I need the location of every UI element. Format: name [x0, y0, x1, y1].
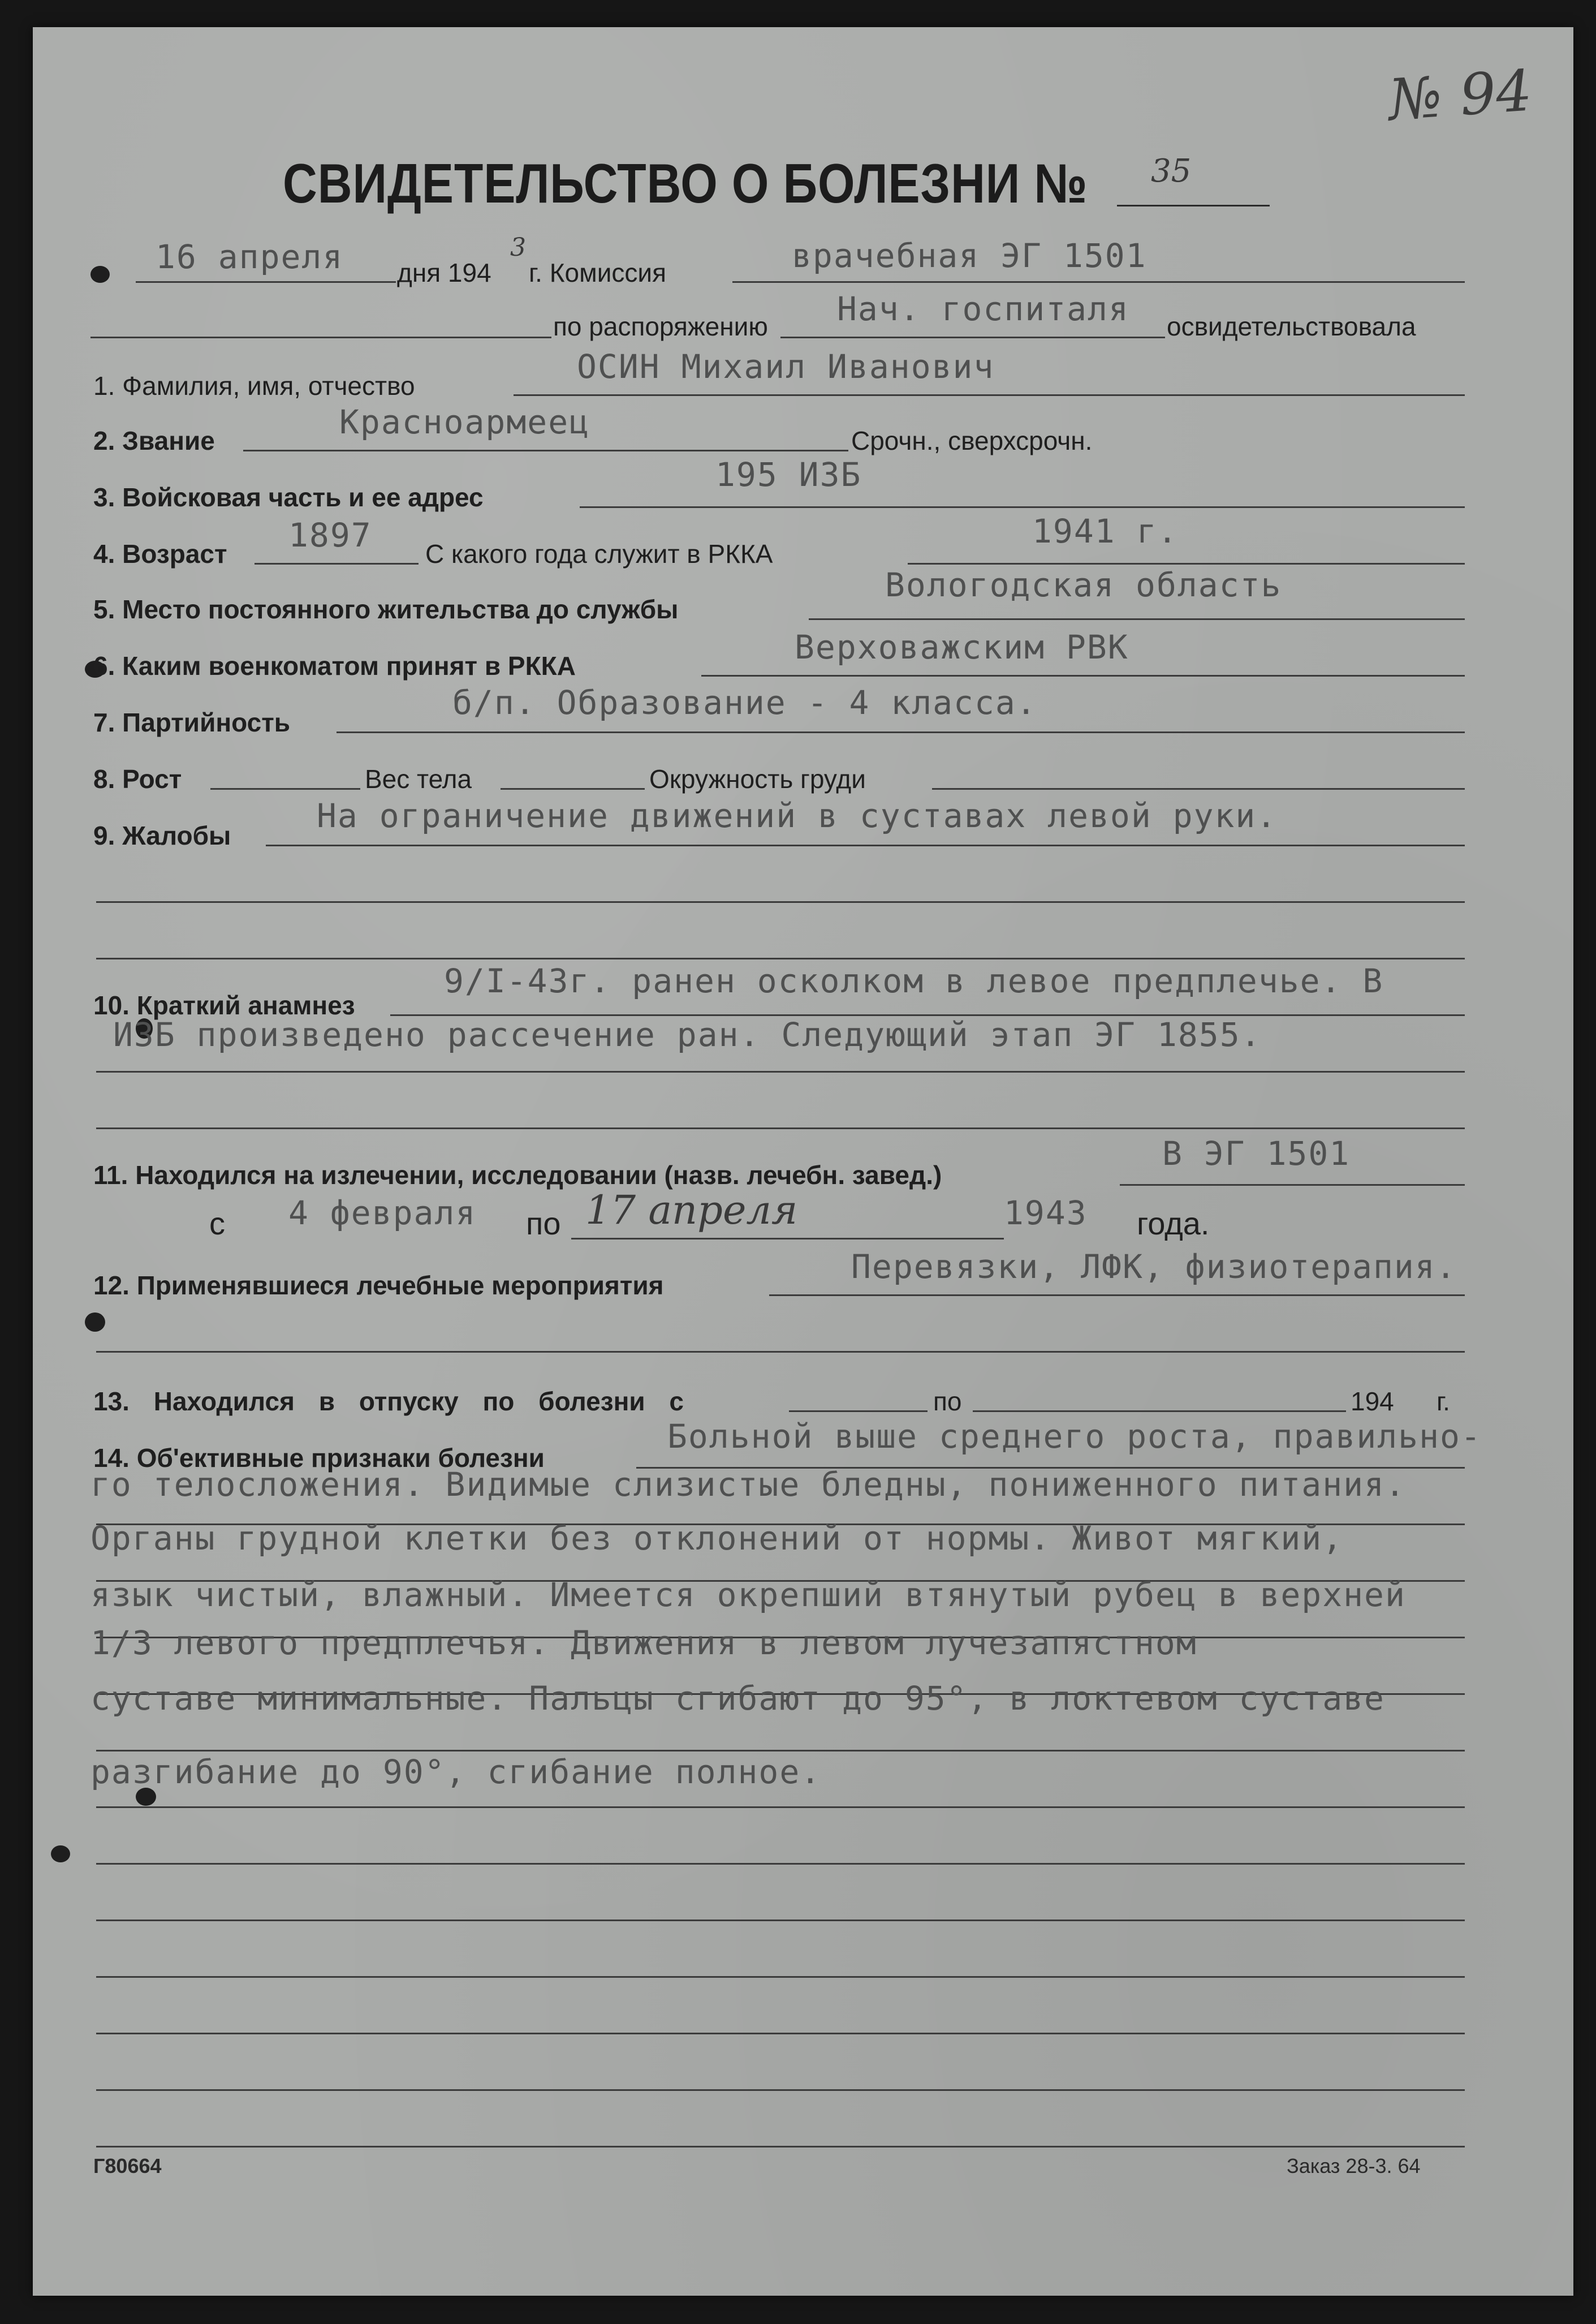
field-11-line-1: [1120, 1184, 1465, 1186]
field-4-label: 4. Возраст: [93, 539, 227, 569]
field-4-since-line: [908, 563, 1465, 565]
field-2-extra: Срочн., сверхсрочн.: [851, 426, 1093, 455]
field-8-label: 8. Рост: [93, 764, 182, 794]
order-line-left: [90, 337, 551, 338]
field-4-since-value: 1941 г.: [1032, 512, 1179, 550]
document-title: СВИДЕТЕЛЬСТВО О БОЛЕЗНИ №: [283, 152, 1088, 214]
field-2-value: Красноармеец: [339, 403, 590, 441]
footer-form-code: Г80664: [93, 2154, 162, 2177]
field-8-chest-label: Окружность груди: [649, 764, 866, 794]
field-11-year: 1943: [1004, 1194, 1088, 1232]
field-8-height-line: [210, 788, 360, 790]
field-9-line-2: [96, 901, 1465, 903]
field-14-rule-10: [96, 2033, 1465, 2034]
field-1-value: ОСИН Михаил Иванович: [577, 347, 995, 386]
field-5-value: Вологодская область: [885, 566, 1282, 604]
field-12-label: 12. Применявшиеся лечебные мероприятия: [93, 1271, 664, 1300]
field-4-value: 1897: [288, 516, 372, 554]
commission-value: врачебная ЭГ 1501: [792, 236, 1147, 275]
field-14-rule-8: [96, 1920, 1465, 1921]
field-14-text-2: Органы грудной клетки без отклонений от нормы. Живот мягкий,: [90, 1519, 1344, 1557]
field-10-line-2: [96, 1071, 1465, 1073]
footer-order: Заказ 28-3. 64: [1287, 2154, 1421, 2177]
field-13-to-label: по: [933, 1387, 962, 1416]
field-9-line-3: [96, 958, 1465, 959]
label-commission: г. Комиссия: [529, 258, 667, 287]
field-2-label: 2. Звание: [93, 426, 215, 455]
field-8-weight-label: Вес тела: [365, 764, 472, 794]
field-5-line: [809, 618, 1465, 620]
field-5-label: 5. Место постоянного жительства до службы: [93, 595, 679, 624]
field-6-label: 6. Каким военкоматом принят в РККА: [93, 651, 576, 681]
field-10-line-2-text: ИЗБ произведено рассечение ран. Следующий этап ЭГ 1855.: [113, 1015, 1262, 1054]
field-10-label: 10. Краткий анамнез: [93, 991, 355, 1020]
commission-line: [732, 281, 1465, 283]
by-order-value: Нач. госпиталя: [837, 290, 1129, 328]
field-11-year-label: года.: [1137, 1206, 1210, 1241]
field-12-value: Перевязки, ЛФК, физиотерапия.: [851, 1247, 1457, 1286]
binder-hole: [90, 266, 110, 283]
field-11-to-label: по: [526, 1206, 561, 1241]
label-day: дня 194: [397, 258, 491, 287]
field-1-line: [514, 394, 1465, 396]
year-digit: 3: [510, 233, 526, 262]
field-14-label: 14. Об'ективные признаки болезни: [93, 1443, 545, 1473]
field-4-line: [255, 563, 419, 565]
date-day: 16 апреля: [156, 238, 344, 276]
field-12-line-2: [96, 1351, 1465, 1353]
field-3-line: [580, 506, 1465, 508]
field-14-text-4: 1/3 левого предплечья. Движения в левом лучезапястном: [90, 1624, 1197, 1662]
field-3-label: 3. Войсковая часть и ее адрес: [93, 483, 484, 512]
field-6-value: Верховажским РВК: [795, 628, 1129, 666]
field-14-rule-11: [96, 2089, 1465, 2091]
field-8-weight-line: [501, 788, 645, 790]
field-11-to-line: [571, 1238, 1004, 1240]
field-7-label: 7. Партийность: [93, 708, 291, 737]
field-13-label: 13. Находился в отпуску по болезни с: [93, 1387, 684, 1416]
field-13-from-line: [789, 1410, 928, 1412]
field-14-rule-7: [96, 1863, 1465, 1865]
field-11-to: 17 апреля: [585, 1187, 798, 1233]
field-14-text-6: разгибание до 90°, сгибание полное.: [90, 1753, 822, 1791]
field-14-rule-12: [96, 2146, 1465, 2147]
field-14-text-5: суставе минимальные. Пальцы сгибают до 95°, в локтевом суставе: [90, 1679, 1385, 1718]
field-13-to-line: [973, 1410, 1346, 1412]
title-number-line: [1117, 205, 1270, 206]
field-9-line-1: [266, 845, 1465, 846]
label-by-order: по распоряжению: [553, 312, 768, 341]
binder-hole: [85, 1312, 105, 1332]
order-line: [780, 337, 1165, 338]
field-11-from: 4 февраля: [288, 1194, 477, 1232]
field-3-value: 195 ИЗБ: [715, 455, 862, 494]
binder-hole: [51, 1845, 70, 1862]
field-11-label: 11. Находился на излечении, исследовании (назв. лечебн. завед.): [93, 1160, 942, 1190]
field-7-value: б/п. Образование - 4 класса.: [452, 683, 1037, 722]
field-10-line-1-text: 9/I-43г. ранен осколком в левое предплечье. В: [444, 962, 1384, 1000]
field-10-line-3: [96, 1127, 1465, 1129]
field-11-place: В ЭГ 1501: [1162, 1134, 1351, 1173]
field-9-label: 9. Жалобы: [93, 821, 231, 850]
field-4-since-label: С какого года служит в РККА: [425, 539, 773, 569]
archive-page-number: № 94: [1386, 57, 1534, 134]
field-1-label: 1. Фамилия, имя, отчество: [93, 371, 415, 401]
field-14-text-1: го телосложения. Видимые слизистые бледны, пониженного питания.: [90, 1465, 1406, 1504]
field-9-value: На ограничение движений в суставах левой руки.: [317, 797, 1278, 835]
field-13-year-label: 194: [1351, 1387, 1394, 1416]
field-14-rule-5: [96, 1750, 1465, 1751]
field-6-line: [701, 675, 1465, 677]
certificate-number: 35: [1151, 153, 1192, 190]
field-12-line-1: [769, 1294, 1465, 1296]
field-13-year-suffix: г.: [1437, 1387, 1450, 1416]
field-14-line-1: Больной выше среднего роста, правильно-: [667, 1417, 1482, 1456]
field-2-line: [243, 450, 848, 451]
field-14-rule-6: [96, 1806, 1465, 1808]
label-examined: освидетельствовала: [1167, 312, 1416, 341]
field-14-rule-9: [96, 1976, 1465, 1978]
date-line: [136, 281, 396, 283]
field-11-from-label: с: [209, 1206, 225, 1241]
field-8-chest-line: [932, 788, 1465, 790]
field-14-text-3: язык чистый, влажный. Имеется окрепший втянутый рубец в верхней: [90, 1576, 1406, 1614]
field-7-line: [337, 731, 1465, 733]
